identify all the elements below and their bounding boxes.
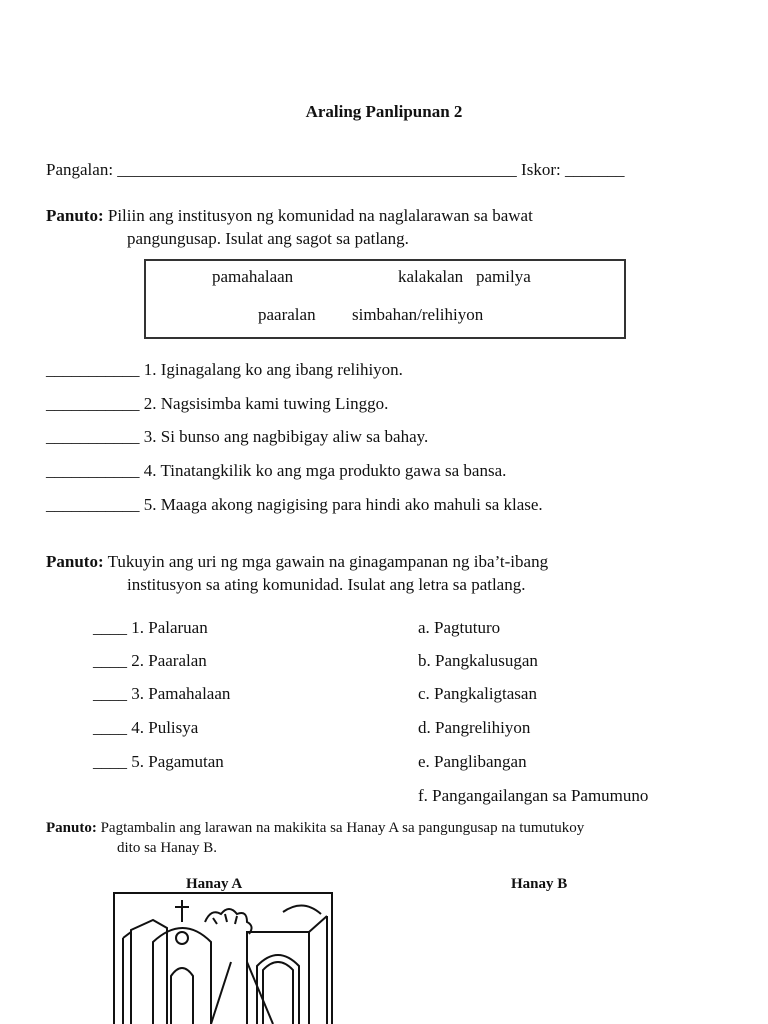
item-text: 4. Tinatangkilik ko ang mga produkto gawa sa bansa. bbox=[143, 461, 507, 480]
item-text: 4. Pulisya bbox=[131, 718, 199, 737]
answer-blank[interactable]: ___________ bbox=[46, 360, 140, 379]
hanay-a-heading: Hanay A bbox=[186, 876, 243, 892]
instruction-3-label: Panuto: bbox=[46, 820, 97, 836]
instruction-3-line1: Pagtambalin ang larawan na makikita sa Hanay A sa pangungusap na tumutukoy bbox=[100, 820, 585, 836]
name-blank[interactable]: _______________________________________________ bbox=[117, 160, 517, 179]
match-item-left bbox=[93, 752, 224, 772]
item-text: 5. Pagamutan bbox=[131, 752, 224, 771]
instruction-3-line2: dito sa Hanay B. bbox=[117, 840, 217, 856]
match-item-right: d. Pangrelihiyon bbox=[418, 718, 531, 737]
score-label: Iskor: bbox=[521, 160, 561, 179]
list-item bbox=[46, 461, 506, 481]
answer-blank[interactable]: ____ bbox=[93, 718, 127, 737]
instruction-1-line1: Piliin ang institusyon ng komunidad na naglalarawan sa bawat bbox=[107, 206, 533, 225]
answer-blank[interactable]: ___________ bbox=[46, 461, 140, 480]
item-text: 2. Nagsisimba kami tuwing Linggo. bbox=[143, 394, 389, 413]
name-label: Pangalan: bbox=[46, 160, 114, 179]
match-item-left bbox=[93, 684, 230, 704]
word-choice-kalakalan: kalakalan bbox=[398, 267, 464, 286]
item-text: 2. Paaralan bbox=[131, 651, 207, 670]
answer-blank[interactable]: ___________ bbox=[46, 495, 140, 514]
item-text: 1. Palaruan bbox=[131, 618, 208, 637]
match-item-left bbox=[93, 651, 207, 671]
instruction-1-line2: pangungusap. Isulat ang sagot sa patlang. bbox=[127, 229, 409, 248]
word-choice-simbahan: simbahan/relihiyon bbox=[352, 305, 484, 324]
hanay-b-heading: Hanay B bbox=[511, 876, 568, 892]
instruction-2-label: Panuto: bbox=[46, 552, 104, 571]
name-score-row bbox=[46, 160, 624, 180]
item-text: 1. Iginagalang ko ang ibang relihiyon. bbox=[143, 360, 403, 379]
instruction-1 bbox=[46, 204, 533, 250]
list-item bbox=[46, 495, 543, 515]
instruction-2-line1: Tukuyin ang uri ng mga gawain na ginagampanan ng iba’t-ibang bbox=[107, 552, 549, 571]
item-text: 3. Si bunso ang nagbibigay aliw sa bahay. bbox=[143, 427, 429, 446]
instruction-2 bbox=[46, 550, 548, 596]
item-text: 5. Maaga akong nagigising para hindi ako mahuli sa klase. bbox=[143, 495, 543, 514]
match-item-right: e. Panglibangan bbox=[418, 752, 527, 771]
list-item bbox=[46, 394, 388, 414]
match-item-right: c. Pangkaligtasan bbox=[418, 684, 537, 703]
answer-blank[interactable]: ____ bbox=[93, 651, 127, 670]
item-text: 3. Pamahalaan bbox=[131, 684, 231, 703]
match-item-right: a. Pagtuturo bbox=[418, 618, 501, 637]
score-blank[interactable]: _______ bbox=[564, 160, 625, 179]
match-item-right: f. Pangangailangan sa Pamumuno bbox=[418, 786, 649, 805]
answer-blank[interactable]: ____ bbox=[93, 618, 127, 637]
match-item-left bbox=[93, 718, 198, 738]
match-item-right: b. Pangkalusugan bbox=[418, 651, 538, 670]
match-item-left bbox=[93, 618, 208, 638]
word-choice-paaralan: paaralan bbox=[258, 305, 316, 324]
word-choices-box bbox=[144, 259, 626, 339]
instruction-2-line2: institusyon sa ating komunidad. Isulat ang letra sa patlang. bbox=[127, 575, 526, 594]
answer-blank[interactable]: ____ bbox=[93, 752, 127, 771]
word-choice-pamahalaan: pamahalaan bbox=[212, 267, 294, 286]
instruction-3 bbox=[46, 818, 584, 858]
list-item bbox=[46, 360, 403, 380]
answer-blank[interactable]: ___________ bbox=[46, 394, 140, 413]
answer-blank[interactable]: ____ bbox=[93, 684, 127, 703]
answer-blank[interactable]: ___________ bbox=[46, 427, 140, 446]
list-item bbox=[46, 427, 428, 447]
instruction-1-label: Panuto: bbox=[46, 206, 104, 225]
page-title: Araling Panlipunan 2 bbox=[305, 102, 463, 121]
church-street-picture bbox=[113, 892, 333, 1024]
word-choice-pamilya: pamilya bbox=[476, 267, 531, 286]
